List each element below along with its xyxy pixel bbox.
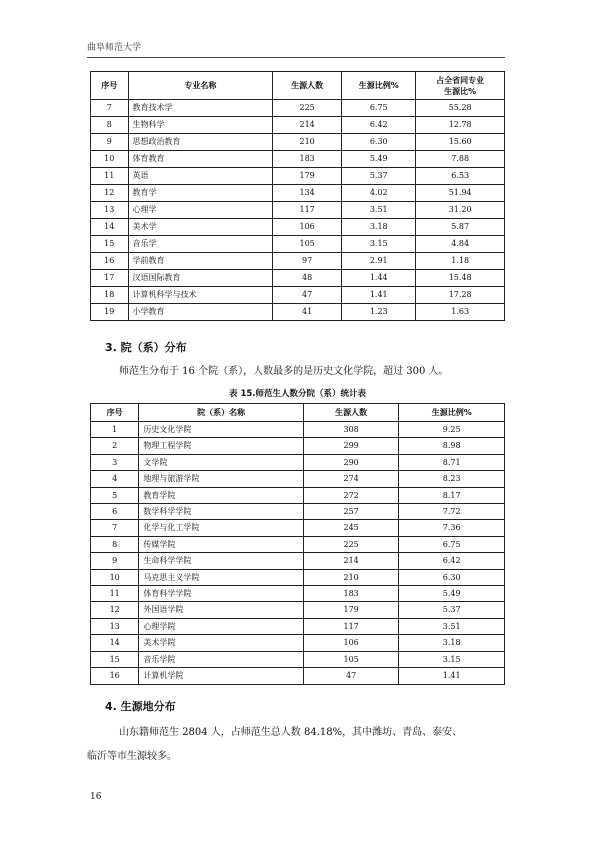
- table-cell: 106: [273, 219, 342, 236]
- table-cell: 12: [91, 185, 129, 202]
- table-cell: 4: [91, 471, 139, 487]
- table-cell: 134: [273, 185, 342, 202]
- table-row: [91, 635, 505, 651]
- table-row: [91, 651, 505, 667]
- col-header-index: 序号: [91, 72, 129, 100]
- table-cell: 10: [91, 569, 139, 585]
- table-cell: 数学科学学院: [139, 504, 303, 520]
- table-cell: 1.23: [342, 304, 416, 321]
- table-cell: 16: [91, 668, 139, 684]
- table-cell: 7.72: [399, 504, 505, 520]
- table-row: [91, 253, 505, 270]
- paragraph: 师范生分布于 16 个院（系），人数最多的是历史文化学院，超过 300 人。: [119, 366, 449, 377]
- table-row: [91, 471, 505, 487]
- table-cell: 化学与化工学院: [139, 520, 303, 536]
- section-heading: 3. 院（系）分布: [105, 341, 187, 354]
- table-cell: 17: [91, 270, 129, 287]
- table-cell: 13: [91, 618, 139, 634]
- table-cell: 210: [273, 134, 342, 151]
- table-cell: 225: [273, 100, 342, 117]
- table-cell: 6.75: [342, 100, 416, 117]
- table-cell: 地理与旅游学院: [139, 471, 303, 487]
- table-cell: 179: [273, 168, 342, 185]
- table-cell: 2: [91, 438, 139, 454]
- table-row: [91, 487, 505, 503]
- table-cell: 16: [91, 253, 129, 270]
- table-cell: 31.20: [416, 202, 505, 219]
- table-cell: 5.49: [399, 586, 505, 602]
- table-cell: 18: [91, 287, 129, 304]
- table-cell: 思想政治教育: [128, 134, 273, 151]
- table-cell: 外国语学院: [139, 602, 303, 618]
- table-cell: 41: [273, 304, 342, 321]
- table-cell: 48: [273, 270, 342, 287]
- col-header-ratio: 生源比例%: [399, 404, 505, 422]
- table-cell: 183: [273, 151, 342, 168]
- table-cell: 6.42: [342, 117, 416, 134]
- table-cell: 5: [91, 487, 139, 503]
- table-cell: 15: [91, 236, 129, 253]
- table-cell: 6.42: [399, 553, 505, 569]
- table-row: [91, 504, 505, 520]
- table-row: [91, 586, 505, 602]
- table-cell: 6.53: [416, 168, 505, 185]
- running-header: 曲阜师范大学: [87, 43, 142, 53]
- table-cell: 文学院: [139, 454, 303, 470]
- table-row: [91, 618, 505, 634]
- table-cell: 英语: [128, 168, 273, 185]
- table-cell: 245: [303, 520, 399, 536]
- table-cell: 19: [91, 304, 129, 321]
- col-header-index: 序号: [91, 404, 139, 422]
- table-cell: 7.36: [399, 520, 505, 536]
- table-cell: 5.37: [342, 168, 416, 185]
- table-cell: 14: [91, 635, 139, 651]
- table-cell: 15: [91, 651, 139, 667]
- table-row: [91, 553, 505, 569]
- table-cell: 教育学院: [139, 487, 303, 503]
- table-cell: 8: [91, 536, 139, 552]
- table-cell: 4.02: [342, 185, 416, 202]
- table-cell: 心理学: [128, 202, 273, 219]
- table-cell: 97: [273, 253, 342, 270]
- table-cell: 1.41: [399, 668, 505, 684]
- col-header-province-ratio: [416, 72, 505, 100]
- table-cell: 马克思主义学院: [139, 569, 303, 585]
- table-cell: 体育科学学院: [139, 586, 303, 602]
- table-cell: 4.84: [416, 236, 505, 253]
- table-cell: 11: [91, 168, 129, 185]
- table-cell: 214: [273, 117, 342, 134]
- table-row: [91, 454, 505, 470]
- table-cell: 15.48: [416, 270, 505, 287]
- section-heading: 4. 生源地分布: [105, 700, 176, 713]
- table-cell: 105: [303, 651, 399, 667]
- department-distribution-table: [90, 403, 505, 685]
- table-row: [91, 602, 505, 618]
- table-row: [91, 202, 505, 219]
- table-row: [91, 168, 505, 185]
- table-cell: 8: [91, 117, 129, 134]
- table-cell: 汉语国际教育: [128, 270, 273, 287]
- table-cell: 3.51: [342, 202, 416, 219]
- table-cell: 3.15: [399, 651, 505, 667]
- col-header-province-ratio-line1: 占全省同专业: [436, 75, 485, 85]
- table-cell: 音乐学: [128, 236, 273, 253]
- table-cell: 105: [273, 236, 342, 253]
- table-cell: 1.44: [342, 270, 416, 287]
- table-row: [91, 270, 505, 287]
- table-cell: 17.28: [416, 287, 505, 304]
- table-header-row: [91, 404, 505, 422]
- table-row: [91, 236, 505, 253]
- table-cell: 117: [303, 618, 399, 634]
- table-cell: 8.23: [399, 471, 505, 487]
- table-cell: 3: [91, 454, 139, 470]
- table-cell: 12: [91, 602, 139, 618]
- col-header-count: 生源人数: [303, 404, 399, 422]
- major-distribution-table: [90, 71, 505, 321]
- table-cell: 117: [273, 202, 342, 219]
- table-cell: 1.63: [416, 304, 505, 321]
- table-cell: 3.51: [399, 618, 505, 634]
- table-cell: 美术学: [128, 219, 273, 236]
- table-cell: 体育教育: [128, 151, 273, 168]
- table-cell: 9: [91, 134, 129, 151]
- table-cell: 47: [303, 668, 399, 684]
- table-cell: 生物科学: [128, 117, 273, 134]
- table-cell: 308: [303, 422, 399, 438]
- table-cell: 计算机学院: [139, 668, 303, 684]
- table-row: [91, 536, 505, 552]
- table-cell: 学前教育: [128, 253, 273, 270]
- col-header-department: 院（系）名称: [139, 404, 303, 422]
- table-cell: 6.75: [399, 536, 505, 552]
- table-cell: 14: [91, 219, 129, 236]
- table-cell: 210: [303, 569, 399, 585]
- table-cell: 7: [91, 520, 139, 536]
- table-cell: 7: [91, 100, 129, 117]
- table-cell: 1.41: [342, 287, 416, 304]
- table-cell: 小学教育: [128, 304, 273, 321]
- page-number: 16: [90, 792, 102, 802]
- table-cell: 计算机科学与技术: [128, 287, 273, 304]
- table-row: [91, 569, 505, 585]
- table-cell: 8.71: [399, 454, 505, 470]
- table-cell: 15.60: [416, 134, 505, 151]
- table-cell: 5.37: [399, 602, 505, 618]
- table-cell: 教育学: [128, 185, 273, 202]
- table-row: [91, 304, 505, 321]
- table-cell: 8.98: [399, 438, 505, 454]
- table-cell: 274: [303, 471, 399, 487]
- paragraph-line: 临沂等市生源较多。: [87, 751, 177, 762]
- table-cell: 10: [91, 151, 129, 168]
- col-header-count: 生源人数: [273, 72, 342, 100]
- table-cell: 物理工程学院: [139, 438, 303, 454]
- table-cell: 历史文化学院: [139, 422, 303, 438]
- table-row: [91, 438, 505, 454]
- table-cell: 11: [91, 586, 139, 602]
- table-cell: 1.18: [416, 253, 505, 270]
- table-cell: 生命科学学院: [139, 553, 303, 569]
- table-cell: 290: [303, 454, 399, 470]
- table-row: [91, 520, 505, 536]
- table-cell: 5.49: [342, 151, 416, 168]
- table-cell: 6.30: [399, 569, 505, 585]
- table-cell: 272: [303, 487, 399, 503]
- table-cell: 8.17: [399, 487, 505, 503]
- table-row: [91, 219, 505, 236]
- table-cell: 美术学院: [139, 635, 303, 651]
- table-cell: 225: [303, 536, 399, 552]
- table-cell: 1: [91, 422, 139, 438]
- table-cell: 55.28: [416, 100, 505, 117]
- table-cell: 2.91: [342, 253, 416, 270]
- table-row: [91, 151, 505, 168]
- table-cell: 6: [91, 504, 139, 520]
- table-cell: 47: [273, 287, 342, 304]
- paragraph-line: 山东籍师范生 2804 人，占师范生总人数 84.18%，其中潍坊、青岛、泰安、: [119, 727, 463, 738]
- table-cell: 13: [91, 202, 129, 219]
- table-cell: 传媒学院: [139, 536, 303, 552]
- table-cell: 183: [303, 586, 399, 602]
- table-cell: 12.78: [416, 117, 505, 134]
- table-cell: 257: [303, 504, 399, 520]
- table-cell: 7.88: [416, 151, 505, 168]
- table-cell: 心理学院: [139, 618, 303, 634]
- col-header-province-ratio-line2: 生源比%: [444, 86, 477, 96]
- table-caption: 表 15.师范生人数分院（系）统计表: [228, 389, 367, 399]
- table-cell: 51.94: [416, 185, 505, 202]
- table-row: [91, 668, 505, 684]
- table-cell: 299: [303, 438, 399, 454]
- col-header-major: 专业名称: [128, 72, 273, 100]
- table-cell: 9.25: [399, 422, 505, 438]
- header-rule: [87, 57, 505, 58]
- table-cell: 3.18: [342, 219, 416, 236]
- table-row: [91, 117, 505, 134]
- table-body: [91, 100, 505, 321]
- table-cell: 106: [303, 635, 399, 651]
- table-cell: 音乐学院: [139, 651, 303, 667]
- table-row: [91, 287, 505, 304]
- table-cell: 5.87: [416, 219, 505, 236]
- table-row: [91, 134, 505, 151]
- col-header-ratio: 生源比例%: [342, 72, 416, 100]
- table-cell: 214: [303, 553, 399, 569]
- table-header-row: [91, 72, 505, 100]
- table-cell: 179: [303, 602, 399, 618]
- table-cell: 3.18: [399, 635, 505, 651]
- table-row: [91, 100, 505, 117]
- table-cell: 6.30: [342, 134, 416, 151]
- table-row: [91, 422, 505, 438]
- table-row: [91, 185, 505, 202]
- table-body: [91, 422, 505, 685]
- table-cell: 9: [91, 553, 139, 569]
- table-cell: 3.15: [342, 236, 416, 253]
- table-cell: 教育技术学: [128, 100, 273, 117]
